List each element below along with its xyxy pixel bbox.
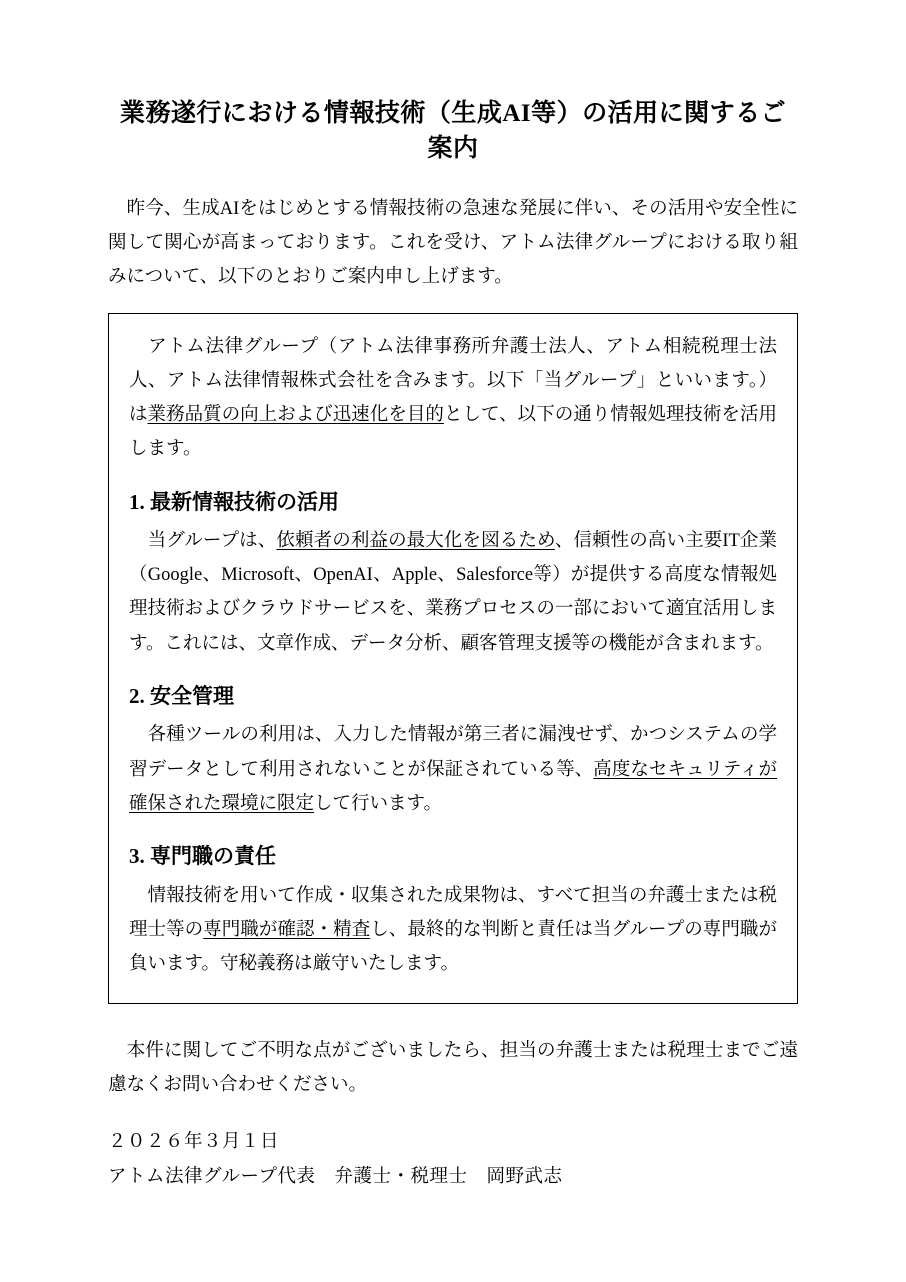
section-3-text-part2: し、最終的な判断と責任は当グループの専門職が負います。守秘義務は厳守いたします。 bbox=[129, 919, 777, 974]
signature-block bbox=[108, 1125, 798, 1195]
section-body-3 bbox=[129, 879, 777, 982]
section-heading-1: 1. 最新情報技術の活用 bbox=[129, 489, 339, 514]
box-lead-underlined: 業務品質の向上および迅速化を目的 bbox=[147, 405, 444, 426]
section-1-text-part1: 当グループは、 bbox=[129, 531, 277, 552]
intro-paragraph: 昨今、生成AIをはじめとする情報技術の急速な発展に伴い、その活用や安全性に関して関心が高まっております。これを受け、アトム法律グループにおける取り組みについて、以下のとおりご案内申し上げます。 bbox=[108, 199, 798, 288]
section-body-1 bbox=[129, 524, 777, 661]
section-1-underlined: 依頼者の利益の最大化を図るため bbox=[276, 531, 555, 552]
document-date: ２０２６年３月１日 bbox=[108, 1131, 280, 1152]
section-2-underlined: 高度なセキュリティが確保された環境に限定 bbox=[129, 759, 777, 814]
section-heading-3: 3. 専門職の責任 bbox=[129, 844, 276, 869]
box-lead-paragraph bbox=[129, 330, 777, 467]
section-2-text-part2: して行います。 bbox=[314, 793, 443, 814]
section-1-text-part2: 、信頼性の高い主要IT企業（Google、Microsoft、OpenAI、Apple、Salesforce等）が提供する高度な情報処理技術およびクラウドサービスを、業務プロセスの一部において適宜活用します。これには、文章作成、データ分析、顧客管理支援等の機能が含まれます。 bbox=[129, 531, 777, 654]
box-lead-text-part1: アトム法律グループ（アトム法律事務所弁護士法人、アトム相続税理士法人、アトム法律情報株式会社を含みます。以下「当グループ」といいます。）は bbox=[129, 336, 777, 426]
box-lead-text-part2: として、以下の通り情報処理技術を活用します。 bbox=[129, 405, 777, 460]
closing-paragraph: 本件に関してご不明な点がございましたら、担当の弁護士または税理士までご遠慮なくお問い合わせください。 bbox=[108, 1041, 798, 1096]
page-title: 業務遂行における情報技術（生成AI等）の活用に関するご案内 bbox=[119, 100, 787, 162]
section-3-underlined: 専門職が確認・精査 bbox=[203, 919, 371, 940]
section-heading-2: 2. 安全管理 bbox=[129, 683, 234, 708]
section-2-text-part1: 各種ツールの利用は、入力した情報が第三者に漏洩せず、かつシステムの学習データとして利用されないことが保証されている等、 bbox=[129, 725, 777, 780]
section-body-2 bbox=[129, 718, 777, 821]
framed-content-box bbox=[108, 313, 798, 1005]
section-3-text-part1: 情報技術を用いて作成・収集された成果物は、すべて担当の弁護士または税理士等の bbox=[129, 885, 777, 940]
signatory: アトム法律グループ代表 弁護士・税理士 岡野武志 bbox=[108, 1166, 563, 1187]
